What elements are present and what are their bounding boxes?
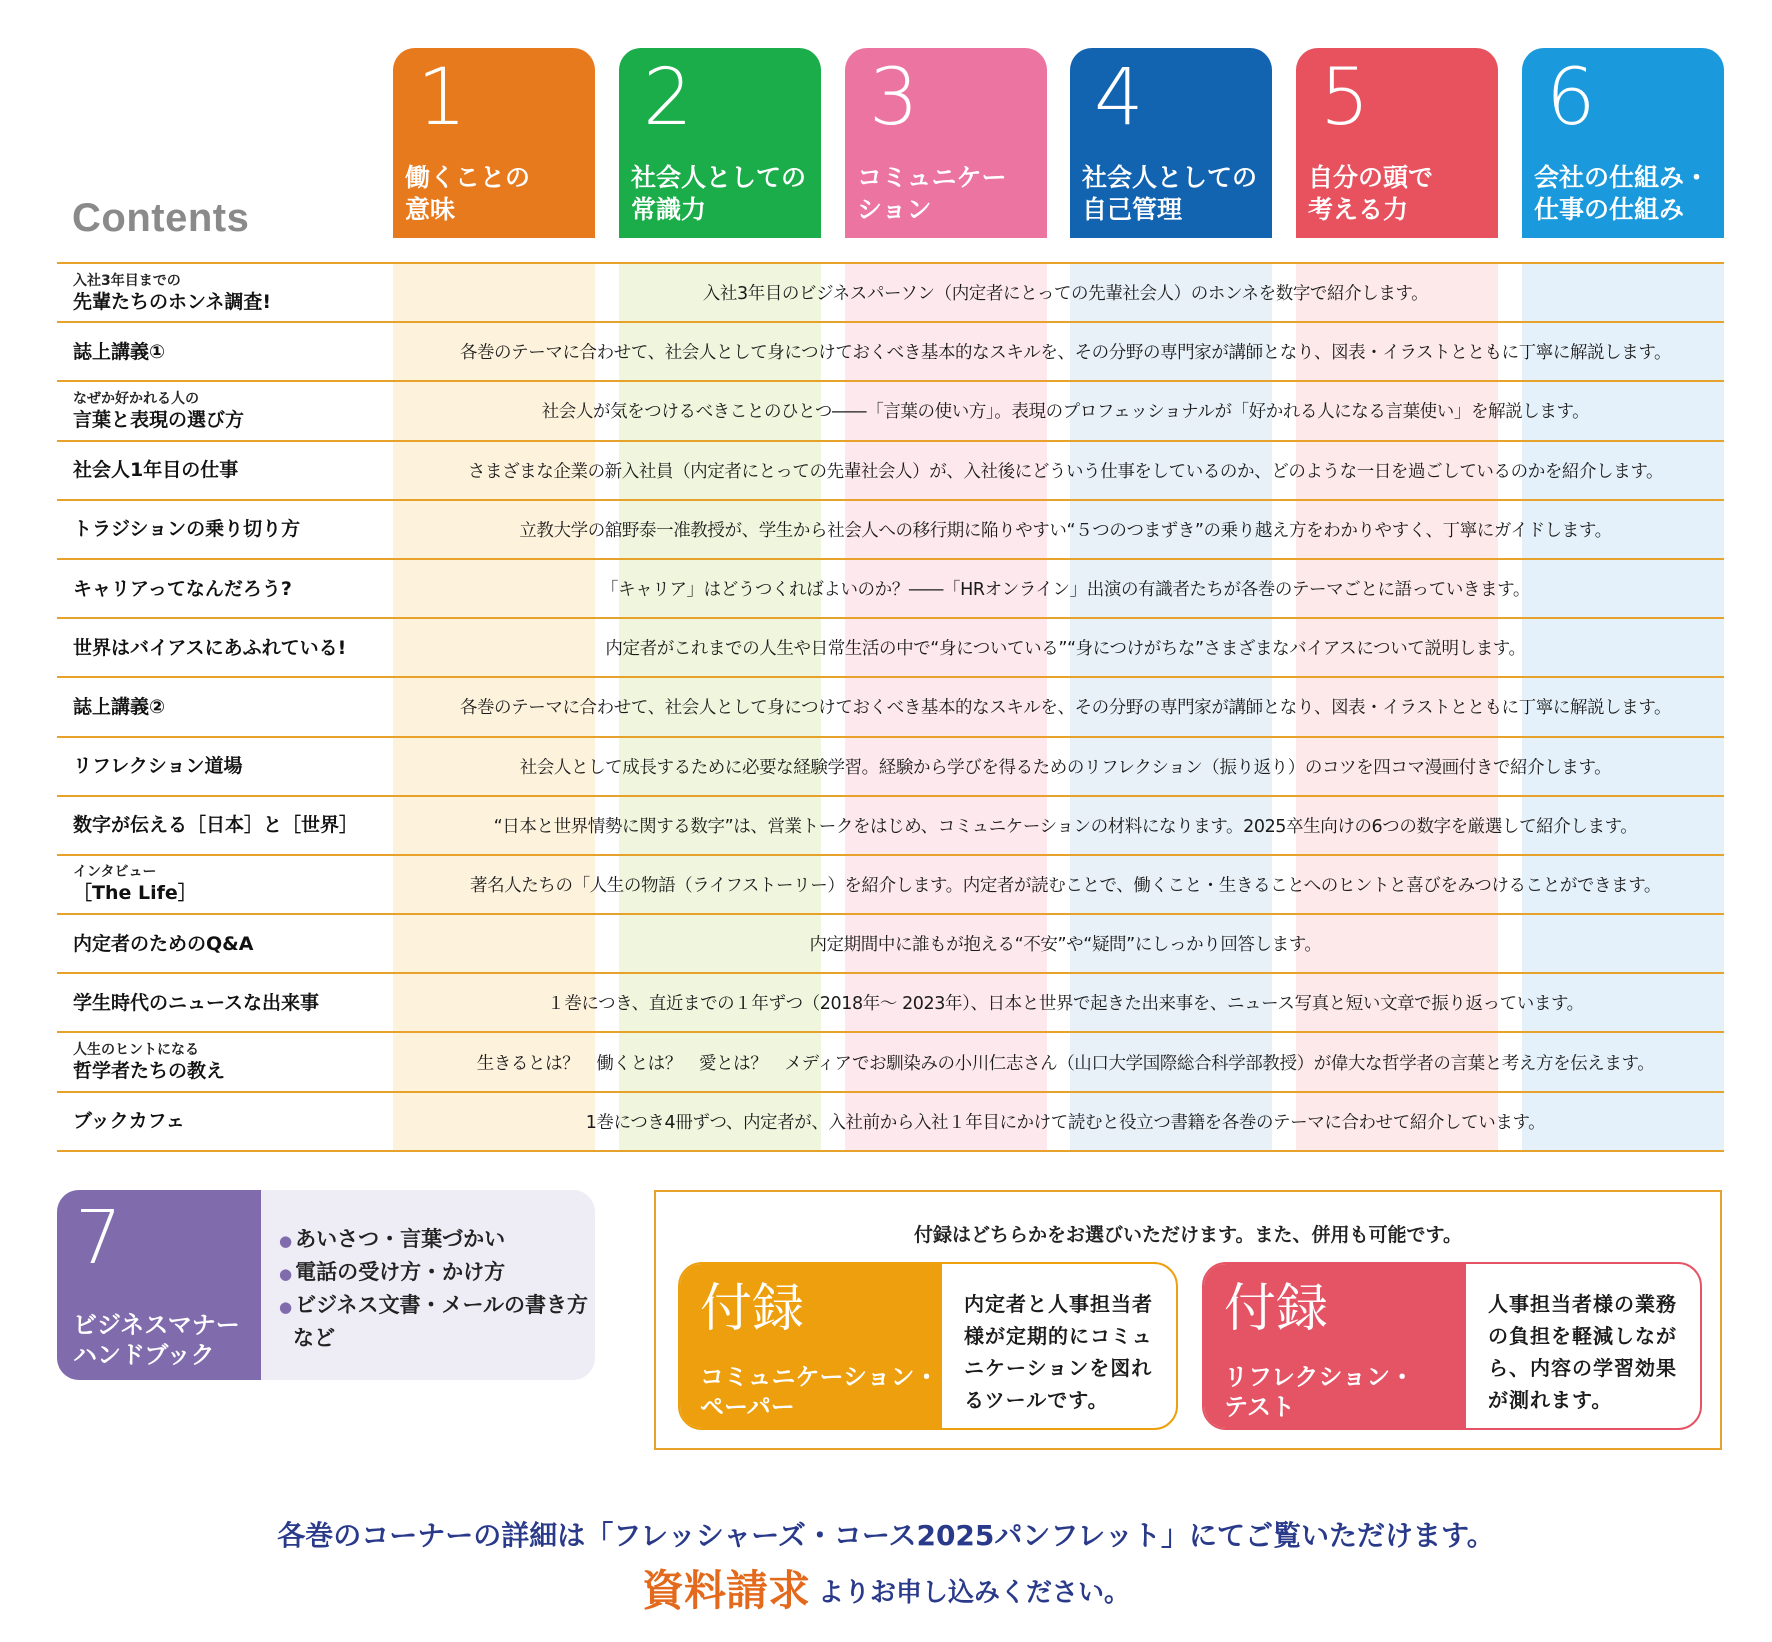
row-label [73, 915, 393, 972]
appendix-box [654, 1190, 1722, 1450]
table-row [57, 382, 1724, 441]
row-description: 著名人たちの「人生の物語（ライフストーリー）を紹介します。内定者が読むことで、働くこと・生きることへのヒントと喜びをみつけることができます。 [469, 875, 1662, 896]
card-title: コミュニケーション・ ペーパー [700, 1363, 939, 1421]
row-label-main: ［The Life］ [73, 882, 197, 905]
request-materials-link[interactable]: 資料請求 [641, 1566, 810, 1615]
volume-number: 1 [417, 53, 467, 143]
volume-header-4 [1070, 48, 1272, 238]
volume-title: 社会人としての 常識力 [631, 163, 807, 224]
bullet-icon: ● [279, 1298, 293, 1316]
contents-table [57, 262, 1724, 1152]
row-description: 「キャリア」はどうつくればよいのか？――「HRオンライン」出演の有識者たちが各巻のテーマごとに語っていきます。 [601, 580, 1530, 601]
row-label [73, 560, 393, 617]
volume-title: 会社の仕組み・ 仕事の仕組み [1534, 163, 1710, 224]
card-title: リフレクション・ テスト [1224, 1363, 1415, 1421]
row-description: 入社3年目のビジネスパーソン（内定者にとっての先輩社会人）のホンネを数字で紹介します。 [702, 284, 1429, 305]
row-description: 1巻につき4冊ずつ、内定者が、入社前から入社１年目にかけて読むと役立つ書籍を各巻のテーマに合わせて紹介しています。 [585, 1112, 1546, 1133]
volume-header-5 [1296, 48, 1498, 238]
row-label-small: 入社3年目までの [73, 272, 181, 289]
row-label [73, 501, 393, 558]
row-label-main: キャリアってなんだろう? [73, 577, 292, 600]
table-row [57, 678, 1724, 737]
contents-heading: Contents [72, 196, 250, 240]
row-description: 生きるとは？ 働くとは？ 愛とは？ メディアでお馴染みの小川仁志さん（山口大学国際総合科学部教授）が偉大な哲学者の言葉と考え方を伝えます。 [476, 1053, 1655, 1074]
table-row [57, 797, 1724, 856]
handbook-header [57, 1190, 261, 1380]
volume-title: 社会人としての 自己管理 [1082, 163, 1258, 224]
row-label-main: 哲学者たちの教え [73, 1060, 226, 1083]
row-description: 内定者がこれまでの人生や日常生活の中で“身についている”“身につけがちな”さまざまなバイアスについて説明します。 [605, 639, 1526, 660]
row-label [73, 678, 393, 735]
row-label-main: トラジションの乗り切り方 [73, 518, 301, 541]
row-description: 各巻のテーマに合わせて、社会人として身につけておくべき基本的なスキルを、その分野の専門家が講師となり、図表・イラストとともに丁寧に解説します。 [459, 343, 1672, 364]
handbook-number: 7 [75, 1195, 123, 1281]
volume-title: 働くことの 意味 [405, 163, 531, 224]
volume-title: コミュニケー ション [857, 163, 1007, 224]
row-label [73, 856, 393, 913]
list-item: ● ビジネス文書・メールの書き方 [279, 1293, 589, 1317]
appendix-card-reflection [1202, 1262, 1702, 1430]
handbook-list [279, 1224, 588, 1354]
row-description: 社会人として成長するために必要な経験学習。経験から学びを得るためのリフレクション（振り返り）のコツを四コマ漫画付きで紹介します。 [519, 757, 1612, 778]
row-description: １巻につき、直近までの１年ずつ（2018年～ 2023年）、日本と世界で起きた出来事を、ニュース写真と短い文章で振り返っています。 [547, 994, 1584, 1015]
table-row [57, 323, 1724, 382]
appendix-note: 付録はどちらかをお選びいただけます。また、併用も可能です。 [914, 1224, 1462, 1246]
handbook-box [57, 1190, 595, 1380]
row-label [73, 974, 393, 1031]
table-row [57, 442, 1724, 501]
volume-header-2 [619, 48, 821, 238]
footer-note: 各巻のコーナーの詳細は「フレッシャーズ・コース2025パンフレット」にてご覧いただけます。 [277, 1519, 1495, 1552]
row-label [73, 323, 393, 380]
card-kanji: 付録 [700, 1279, 805, 1339]
row-label [73, 1033, 393, 1090]
row-label-main: 数字が伝える［日本］と［世界］ [73, 814, 359, 837]
card-kanji: 付録 [1224, 1279, 1329, 1339]
row-description: “日本と世界情勢に関する数字”は、営業トークをはじめ、コミュニケーションの材料になります。2025卒生向けの6つの数字を厳選して紹介します。 [493, 816, 1638, 837]
table-row [57, 856, 1724, 915]
row-label [73, 797, 393, 854]
row-label-small: インタビュー [73, 864, 157, 881]
row-label [73, 619, 393, 676]
volume-header-6 [1522, 48, 1724, 238]
row-label-main: ブックカフェ [73, 1110, 185, 1133]
row-label [73, 738, 393, 795]
list-extra: など [293, 1326, 335, 1350]
volume-number: 4 [1094, 53, 1144, 143]
appendix-card-communication [678, 1262, 1178, 1430]
table-row [57, 1093, 1724, 1152]
table-row [57, 738, 1724, 797]
row-description: 各巻のテーマに合わせて、社会人として身につけておくべき基本的なスキルを、その分野の専門家が講師となり、図表・イラストとともに丁寧に解説します。 [459, 698, 1672, 719]
row-label-main: 社会人1年目の仕事 [73, 459, 239, 482]
card-description: 人事担当者様の業務の負担を軽減しながら、内容の学習効果が測れます。 [1488, 1292, 1677, 1412]
list-item: ● あいさつ・言葉づかい [279, 1227, 506, 1251]
volume-number: 2 [643, 53, 693, 143]
volume-number: 3 [869, 53, 919, 143]
table-row [57, 974, 1724, 1033]
row-label-main: 世界はバイアスにあふれている! [73, 636, 347, 659]
volume-header-3 [845, 48, 1047, 238]
bullet-icon: ● [279, 1265, 293, 1283]
card-description: 内定者と人事担当者様が定期的にコミュニケーションを図れるツールです。 [964, 1292, 1153, 1412]
row-label-small: なぜか好かれる人の [73, 390, 199, 407]
table-row [57, 1033, 1724, 1092]
row-label [73, 382, 393, 439]
table-row [57, 619, 1724, 678]
footer-cta [0, 1558, 1772, 1618]
volume-title: 自分の頭で 考える力 [1308, 163, 1434, 224]
row-label-main: 学生時代のニュースな出来事 [73, 991, 320, 1014]
volume-number: 5 [1320, 53, 1370, 143]
table-row [57, 915, 1724, 974]
row-description: さまざまな企業の新入社員（内定者にとっての先輩社会人）が、入社後にどういう仕事をしているのか、どのような一日を過ごしているのかを紹介します。 [467, 461, 1664, 482]
row-description: 内定期間中に誰もが抱える“不安”や“疑問”にしっかり回答します。 [809, 935, 1322, 956]
card-header [680, 1264, 942, 1428]
row-label-main: 誌上講義② [73, 695, 166, 718]
row-label-main: 言葉と表現の選び方 [73, 408, 245, 431]
row-label-main: 内定者のためのQ&A [73, 932, 254, 955]
table-row [57, 560, 1724, 619]
table-row [57, 264, 1724, 323]
row-label-main: 誌上講義① [73, 340, 166, 363]
row-label [73, 264, 393, 321]
footer-cta-text: よりお申し込みください。 [818, 1578, 1131, 1608]
row-description: 立教大学の舘野泰一准教授が、学生から社会人への移行期に陥りやすい“５つのつまずき”の乗り越え方をわかりやすく、丁寧にガイドします。 [519, 520, 1612, 541]
row-label-main: リフレクション道場 [73, 755, 243, 778]
handbook-title: ビジネスマナー ハンドブック [73, 1311, 240, 1369]
list-item: ● 電話の受け方・かけ方 [279, 1260, 506, 1284]
bullet-icon: ● [279, 1232, 293, 1250]
row-label-small: 人生のヒントになる [73, 1042, 199, 1059]
row-description: 社会人が気をつけるべきことのひとつ――「言葉の使い方」。表現のプロフェッショナルが「好かれる人になる言葉使い」を解説します。 [541, 402, 1590, 423]
row-label-main: 先輩たちのホンネ調査! [73, 290, 272, 313]
card-header [1204, 1264, 1466, 1428]
row-label [73, 442, 393, 499]
row-label [73, 1093, 393, 1150]
volume-number: 6 [1546, 53, 1596, 143]
table-row [57, 501, 1724, 560]
volume-header-1 [393, 48, 595, 238]
